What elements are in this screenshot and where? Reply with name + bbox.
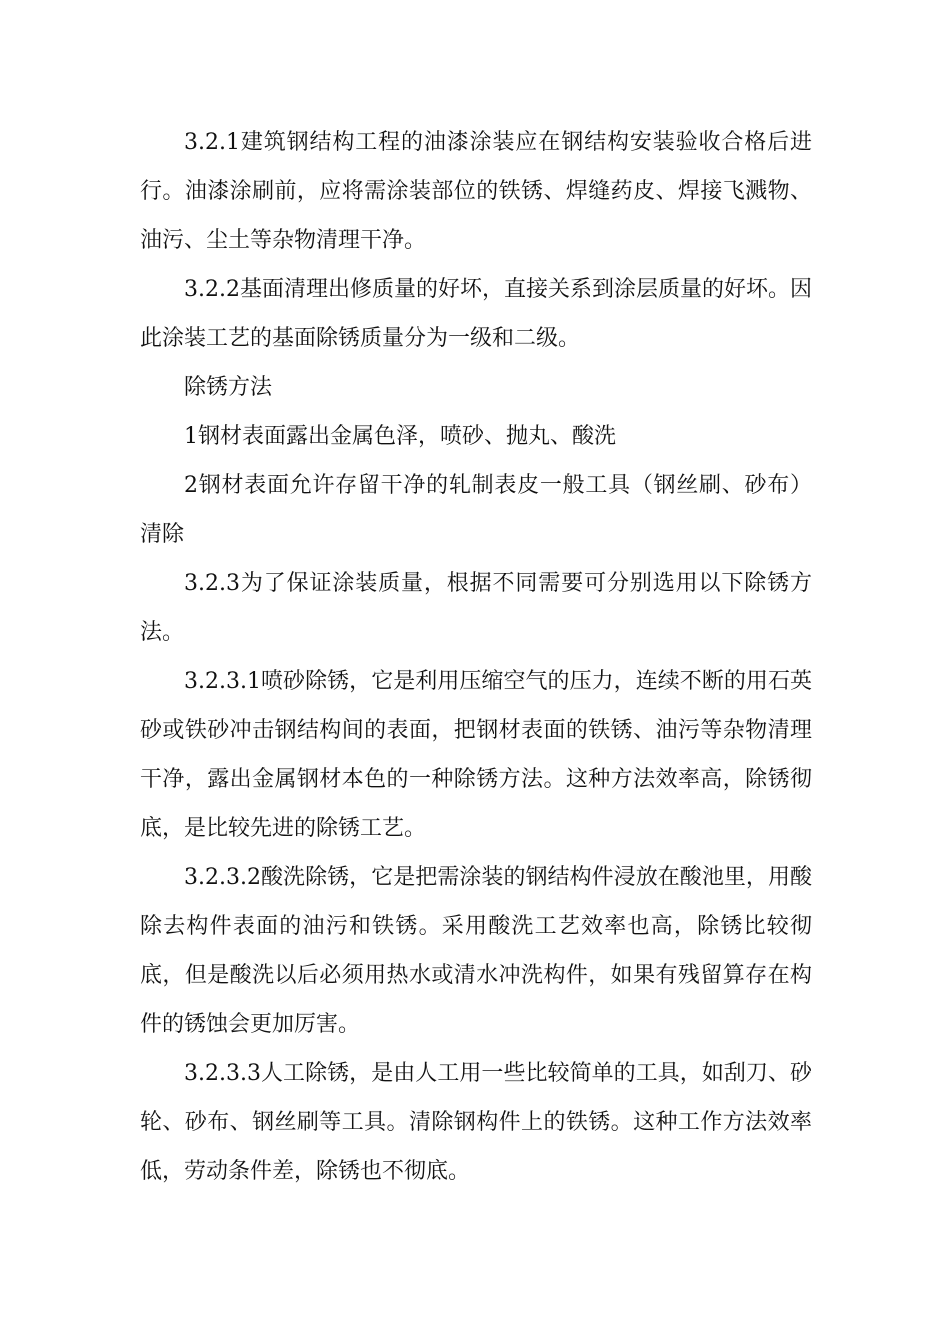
paragraph-3-2-1: 3.2.1建筑钢结构工程的油漆涂装应在钢结构安装验收合格后进行。油漆涂刷前，应将需涂装部位的铁锈、焊缝药皮、焊接飞溅物、油污、尘土等杂物清理干净。 [140,130,812,253]
paragraph-method-1: 1钢材表面露出金属色泽，喷砂、抛丸、酸洗 [184,424,616,449]
document-body [140,118,812,1196]
paragraph-3-2-2: 3.2.2基面清理出修质量的好坏，直接关系到涂层质量的好坏。因此涂装工艺的基面除锈质量分为一级和二级。 [140,277,812,351]
paragraph-3-2-3-3: 3.2.3.3人工除锈，是由人工用一些比较简单的工具，如刮刀、砂轮、砂布、钢丝刷等工具。清除钢构件上的铁锈。这种工作方法效率低，劳动条件差，除锈也不彻底。 [140,1061,812,1184]
paragraph-3-2-3-1: 3.2.3.1喷砂除锈，它是利用压缩空气的压力，连续不断的用石英砂或铁砂冲击钢结构间的表面，把钢材表面的铁锈、油污等杂物清理干净，露出金属钢材本色的一种除锈方法。这种方法效率高，除锈彻底，是比较先进的除锈工艺。 [140,669,812,841]
paragraph-3-2-3: 3.2.3为了保证涂装质量，根据不同需要可分别选用以下除锈方法。 [140,571,812,645]
paragraph-rust-removal-methods-heading: 除锈方法 [184,375,273,400]
paragraph-3-2-3-2: 3.2.3.2酸洗除锈，它是把需涂装的钢结构件浸放在酸池里，用酸除去构件表面的油污和铁锈。采用酸洗工艺效率也高，除锈比较彻底，但是酸洗以后必须用热水或清水冲洗构件，如果有残留算存在构件的锈蚀会更加厉害。 [140,865,812,1037]
paragraph-method-2: 2钢材表面允许存留干净的轧制表皮一般工具（钢丝刷、砂布）清除 [140,473,812,547]
